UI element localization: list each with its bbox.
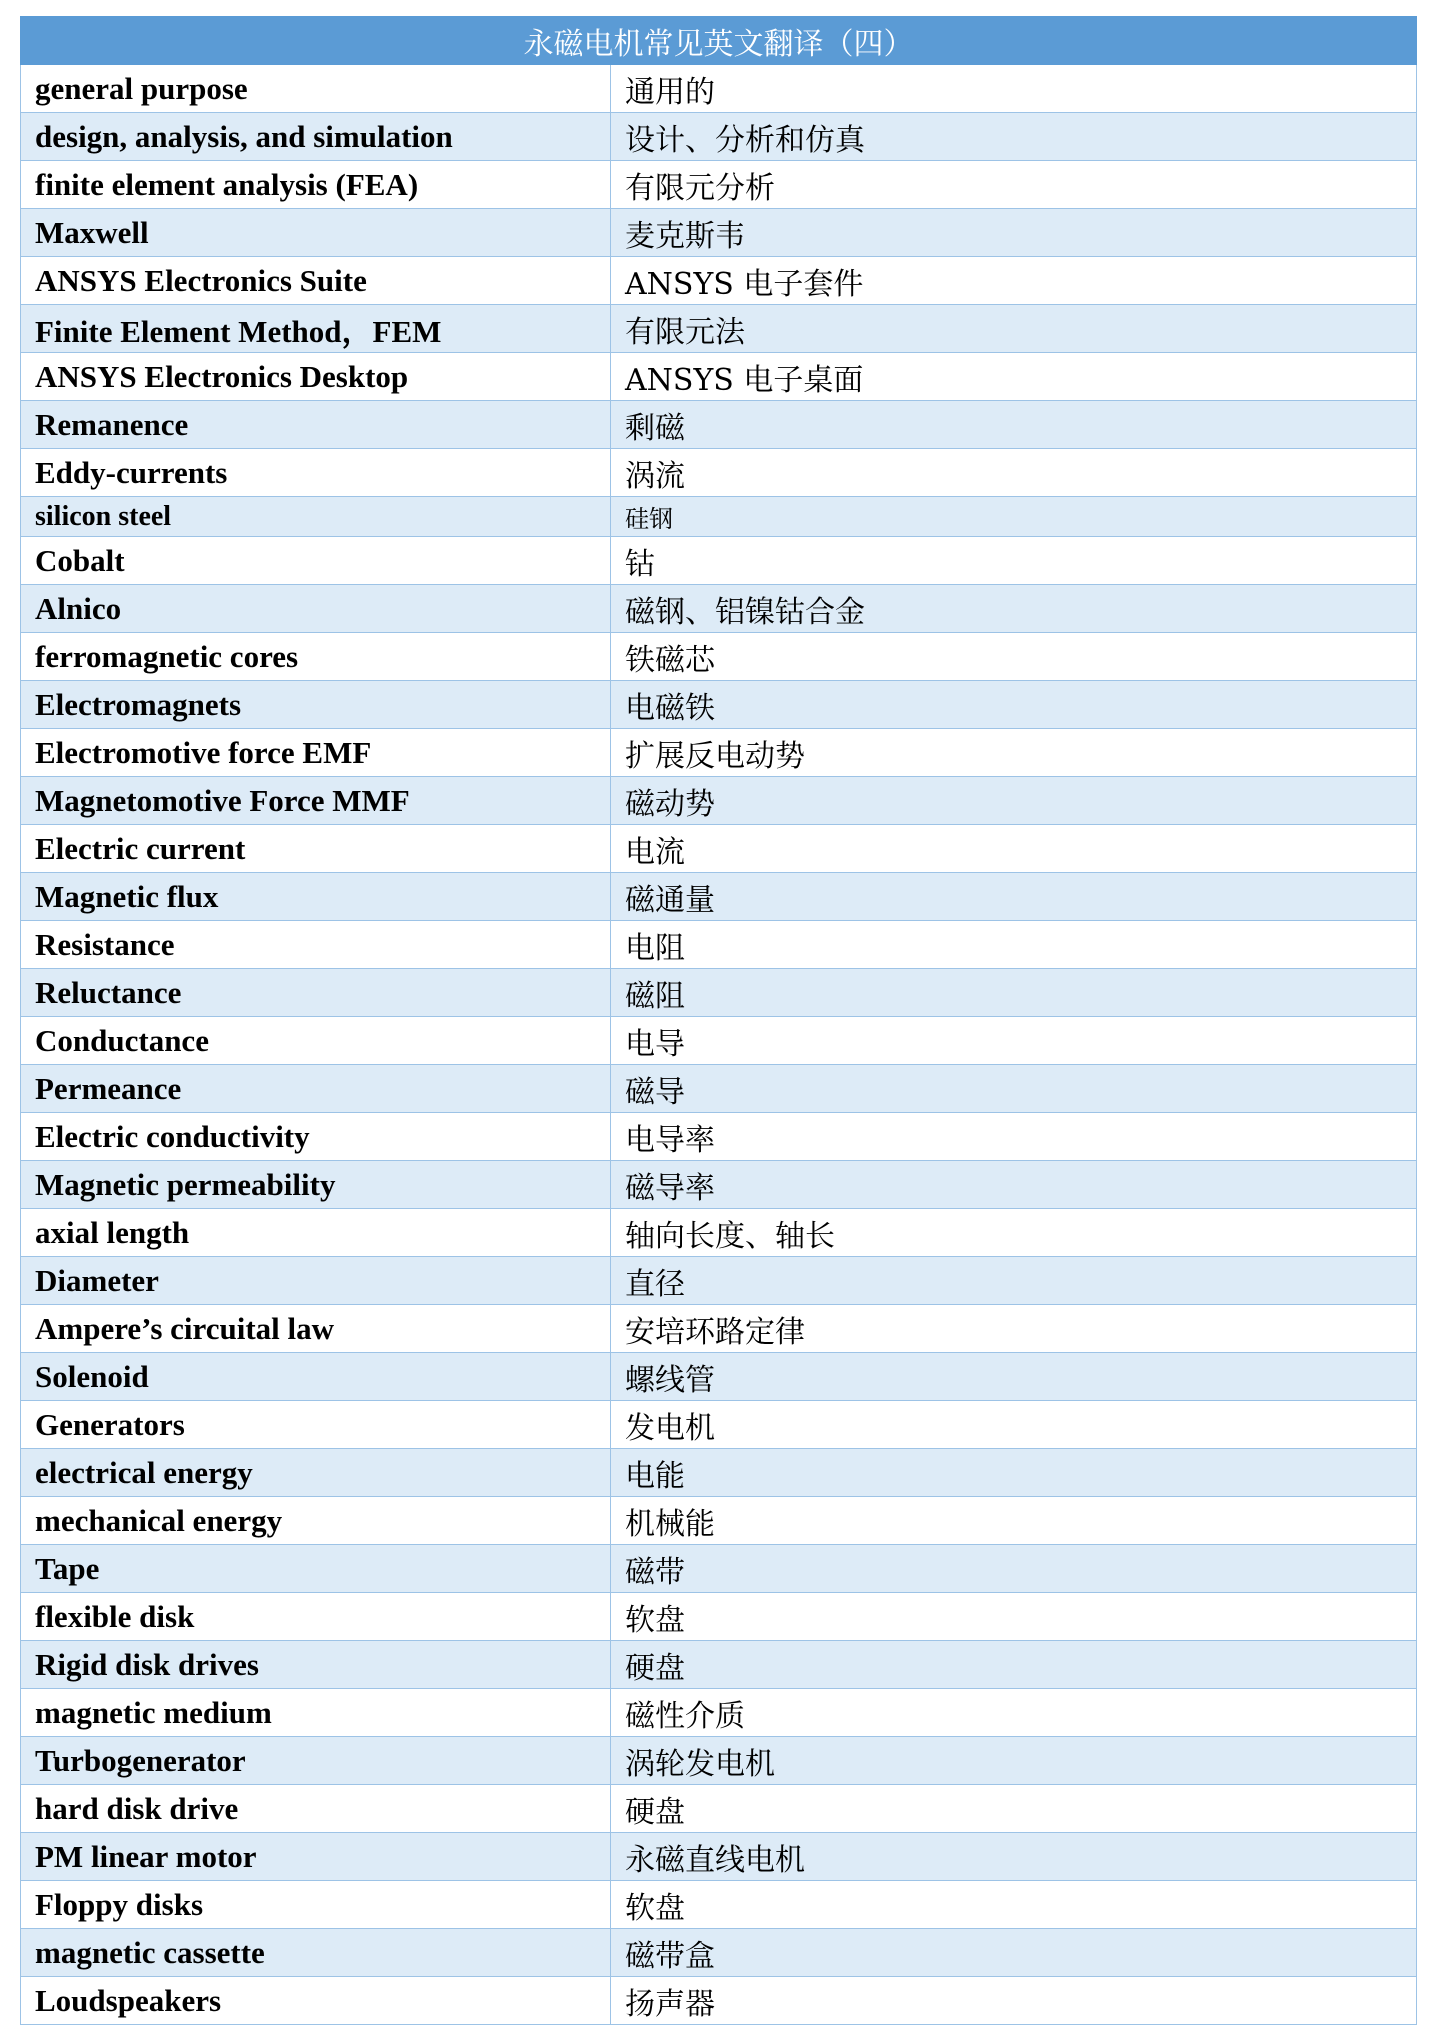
table-row — [21, 1401, 1417, 1449]
english-term: flexible disk — [21, 1593, 611, 1641]
title-row — [21, 17, 1417, 65]
english-term: Resistance — [21, 921, 611, 969]
table-row — [21, 969, 1417, 1017]
chinese-translation: 软盘 — [611, 1881, 1417, 1929]
table-row — [21, 1497, 1417, 1545]
chinese-translation: 磁阻 — [611, 969, 1417, 1017]
chinese-translation: 电流 — [611, 825, 1417, 873]
english-term: mechanical energy — [21, 1497, 611, 1545]
english-term: general purpose — [21, 65, 611, 113]
table-row — [21, 1593, 1417, 1641]
chinese-translation: 磁钢、铝镍钴合金 — [611, 585, 1417, 633]
english-term: Generators — [21, 1401, 611, 1449]
chinese-translation: 螺线管 — [611, 1353, 1417, 1401]
english-term: Loudspeakers — [21, 1977, 611, 2025]
table-row — [21, 1929, 1417, 1977]
english-term: hard disk drive — [21, 1785, 611, 1833]
table-row — [21, 921, 1417, 969]
chinese-translation: 发电机 — [611, 1401, 1417, 1449]
chinese-translation: 硅钢 — [611, 497, 1417, 537]
chinese-translation: 铁磁芯 — [611, 633, 1417, 681]
chinese-translation: 设计、分析和仿真 — [611, 113, 1417, 161]
chinese-translation: 电阻 — [611, 921, 1417, 969]
chinese-translation: 磁性介质 — [611, 1689, 1417, 1737]
table-row — [21, 585, 1417, 633]
english-term: Diameter — [21, 1257, 611, 1305]
chinese-translation: 永磁直线电机 — [611, 1833, 1417, 1881]
chinese-translation: 磁导 — [611, 1065, 1417, 1113]
chinese-translation: 麦克斯韦 — [611, 209, 1417, 257]
table-row — [21, 1449, 1417, 1497]
table-row — [21, 1545, 1417, 1593]
english-term: Permeance — [21, 1065, 611, 1113]
english-term: Magnetic permeability — [21, 1161, 611, 1209]
table-row — [21, 65, 1417, 113]
table-row — [21, 161, 1417, 209]
english-term: PM linear motor — [21, 1833, 611, 1881]
english-term: Solenoid — [21, 1353, 611, 1401]
chinese-translation: 钴 — [611, 537, 1417, 585]
chinese-translation: 剩磁 — [611, 401, 1417, 449]
chinese-translation: 涡流 — [611, 449, 1417, 497]
chinese-translation: ANSYS 电子桌面 — [611, 353, 1417, 401]
english-term: Electric current — [21, 825, 611, 873]
chinese-translation: 硬盘 — [611, 1641, 1417, 1689]
table-row — [21, 681, 1417, 729]
english-term: design, analysis, and simulation — [21, 113, 611, 161]
chinese-translation: 直径 — [611, 1257, 1417, 1305]
table-row — [21, 729, 1417, 777]
table-row — [21, 1833, 1417, 1881]
chinese-translation: 磁动势 — [611, 777, 1417, 825]
table-title: 永磁电机常见英文翻译（四） — [21, 17, 1417, 65]
english-term: ANSYS Electronics Suite — [21, 257, 611, 305]
english-term: Electromagnets — [21, 681, 611, 729]
english-term: Tape — [21, 1545, 611, 1593]
table-row — [21, 1257, 1417, 1305]
english-term: Floppy disks — [21, 1881, 611, 1929]
english-term: electrical energy — [21, 1449, 611, 1497]
glossary-body — [21, 65, 1417, 2025]
chinese-translation: 电能 — [611, 1449, 1417, 1497]
table-row — [21, 1689, 1417, 1737]
table-row — [21, 1353, 1417, 1401]
table-row — [21, 353, 1417, 401]
english-term: Magnetic flux — [21, 873, 611, 921]
chinese-translation: 磁通量 — [611, 873, 1417, 921]
chinese-translation: 硬盘 — [611, 1785, 1417, 1833]
english-term: Alnico — [21, 585, 611, 633]
english-term: axial length — [21, 1209, 611, 1257]
table-row — [21, 1977, 1417, 2025]
chinese-translation: 扬声器 — [611, 1977, 1417, 2025]
table-row — [21, 633, 1417, 681]
chinese-translation: 通用的 — [611, 65, 1417, 113]
english-term: Ampere’s circuital law — [21, 1305, 611, 1353]
chinese-translation: 软盘 — [611, 1593, 1417, 1641]
table-row — [21, 401, 1417, 449]
chinese-translation: ANSYS 电子套件 — [611, 257, 1417, 305]
english-term: Turbogenerator — [21, 1737, 611, 1785]
chinese-translation: 有限元法 — [611, 305, 1417, 353]
table-row — [21, 449, 1417, 497]
document-page — [20, 16, 1416, 2025]
chinese-translation: 安培环路定律 — [611, 1305, 1417, 1353]
chinese-translation: 磁导率 — [611, 1161, 1417, 1209]
table-row — [21, 537, 1417, 585]
chinese-translation: 机械能 — [611, 1497, 1417, 1545]
table-row — [21, 113, 1417, 161]
table-row — [21, 257, 1417, 305]
english-term: Rigid disk drives — [21, 1641, 611, 1689]
table-row — [21, 777, 1417, 825]
table-row — [21, 825, 1417, 873]
chinese-translation: 有限元分析 — [611, 161, 1417, 209]
english-term: Reluctance — [21, 969, 611, 1017]
table-row — [21, 1113, 1417, 1161]
english-term: silicon steel — [21, 497, 611, 537]
chinese-translation: 电导 — [611, 1017, 1417, 1065]
english-term: Cobalt — [21, 537, 611, 585]
table-row — [21, 1065, 1417, 1113]
table-row — [21, 1161, 1417, 1209]
english-term: Maxwell — [21, 209, 611, 257]
english-term: Electromotive force EMF — [21, 729, 611, 777]
english-term: Eddy-currents — [21, 449, 611, 497]
chinese-translation: 电磁铁 — [611, 681, 1417, 729]
glossary-table — [20, 16, 1417, 2025]
table-row — [21, 497, 1417, 537]
chinese-translation: 电导率 — [611, 1113, 1417, 1161]
english-term: magnetic medium — [21, 1689, 611, 1737]
chinese-translation: 轴向长度、轴长 — [611, 1209, 1417, 1257]
table-row — [21, 1641, 1417, 1689]
english-term: Remanence — [21, 401, 611, 449]
chinese-translation: 涡轮发电机 — [611, 1737, 1417, 1785]
chinese-translation: 磁带 — [611, 1545, 1417, 1593]
chinese-translation: 磁带盒 — [611, 1929, 1417, 1977]
table-row — [21, 1737, 1417, 1785]
table-row — [21, 1785, 1417, 1833]
table-row — [21, 873, 1417, 921]
english-term: Electric conductivity — [21, 1113, 611, 1161]
english-term: magnetic cassette — [21, 1929, 611, 1977]
table-row — [21, 1881, 1417, 1929]
chinese-translation: 扩展反电动势 — [611, 729, 1417, 777]
english-term: finite element analysis (FEA) — [21, 161, 611, 209]
table-row — [21, 305, 1417, 353]
table-row — [21, 1209, 1417, 1257]
english-term: ANSYS Electronics Desktop — [21, 353, 611, 401]
table-row — [21, 1305, 1417, 1353]
english-term: Finite Element Method，FEM — [21, 305, 611, 353]
table-row — [21, 1017, 1417, 1065]
english-term: Conductance — [21, 1017, 611, 1065]
english-term: Magnetomotive Force MMF — [21, 777, 611, 825]
table-row — [21, 209, 1417, 257]
english-term: ferromagnetic cores — [21, 633, 611, 681]
